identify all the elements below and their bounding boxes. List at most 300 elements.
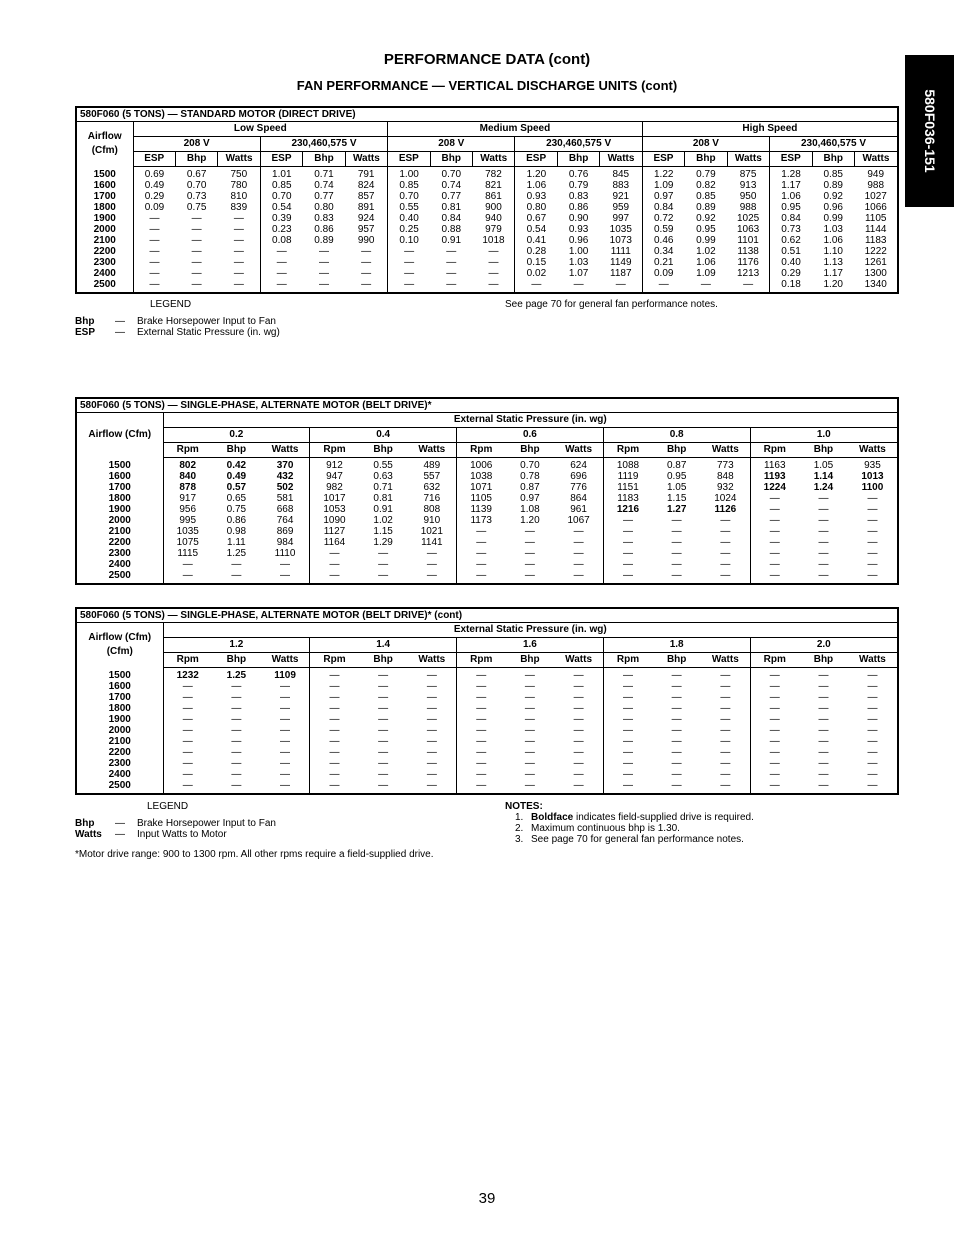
table-cell: 1021 bbox=[420, 526, 443, 537]
legend-abbr: Watts bbox=[75, 829, 102, 840]
table-cell: 696 bbox=[570, 471, 587, 482]
table-cell: 1075 bbox=[176, 537, 199, 548]
table-cell: — bbox=[524, 714, 535, 725]
table-cell: 997 bbox=[612, 213, 630, 224]
table-cell: — bbox=[750, 526, 799, 537]
table-cell: 0.09 bbox=[642, 268, 684, 279]
table-cell: — bbox=[515, 279, 557, 292]
table-cell: — bbox=[310, 692, 359, 703]
table-cell: 0.89 bbox=[696, 202, 716, 213]
table-cell: 1.27 bbox=[666, 504, 687, 515]
table-cell: 0.84 bbox=[441, 213, 462, 224]
airflow-cell: 2100 bbox=[77, 526, 163, 537]
table-cell: 1.09 bbox=[642, 180, 684, 191]
table-cell: — bbox=[818, 769, 829, 780]
airflow-cell: 2000 bbox=[77, 725, 163, 736]
table-cell: 1.25 bbox=[226, 548, 247, 559]
table-cell: 913 bbox=[739, 180, 757, 191]
table-cell: — bbox=[280, 747, 291, 758]
table-cell: — bbox=[603, 736, 652, 747]
table-cell: — bbox=[378, 747, 389, 758]
voltage-header: 230,460,575 V bbox=[515, 137, 642, 152]
column-header: Bhp bbox=[359, 443, 408, 458]
table-cell: — bbox=[603, 714, 652, 725]
table-cell: — bbox=[867, 725, 878, 736]
table-cell: 1.22 bbox=[642, 167, 684, 181]
table-cell: 624 bbox=[570, 460, 587, 471]
table-cell: 0.23 bbox=[260, 224, 302, 235]
table-cell: — bbox=[573, 703, 584, 714]
table-cell: — bbox=[750, 681, 799, 692]
airflow-cell: 1900 bbox=[77, 213, 133, 224]
column-header: Watts bbox=[218, 152, 260, 167]
table-cell: 988 bbox=[739, 202, 757, 213]
table-cell: — bbox=[671, 548, 682, 559]
table-cell: 1006 bbox=[457, 458, 506, 472]
table-cell: 0.67 bbox=[186, 169, 207, 180]
table-cell: 1.06 bbox=[770, 191, 812, 202]
table-cell: 0.95 bbox=[666, 471, 687, 482]
column-header: Bhp bbox=[812, 152, 854, 167]
table-cell: 1115 bbox=[177, 548, 199, 559]
table-cell: 1.00 bbox=[568, 246, 589, 257]
table-cell: 0.02 bbox=[515, 268, 557, 279]
airflow-cell: 1600 bbox=[77, 471, 163, 482]
legend bbox=[75, 316, 375, 338]
table-cell: 0.74 bbox=[441, 180, 462, 191]
table-cell: — bbox=[426, 714, 437, 725]
table-cell: — bbox=[310, 703, 359, 714]
fan-performance-table bbox=[77, 122, 897, 292]
table-cell: 581 bbox=[276, 493, 294, 504]
table-cell: — bbox=[818, 548, 829, 559]
table-cell: 0.85 bbox=[388, 180, 430, 191]
column-header: ESP bbox=[515, 152, 557, 167]
table-cell: — bbox=[457, 548, 506, 559]
table-cell: — bbox=[260, 246, 302, 257]
pressure-header: 0.4 bbox=[310, 428, 457, 443]
airflow-cell: 1500 bbox=[77, 668, 163, 682]
table-cell: — bbox=[310, 747, 359, 758]
table-cell: 808 bbox=[423, 504, 441, 515]
table-row bbox=[77, 191, 897, 202]
table-cell: — bbox=[573, 279, 584, 290]
table-cell: 959 bbox=[612, 202, 630, 213]
side-tab-label: 580F036-151 bbox=[921, 89, 938, 173]
table-caption: 580F060 (5 TONS) — SINGLE-PHASE, ALTERNATE MOTOR (BELT DRIVE)* (cont) bbox=[77, 609, 897, 623]
table-cell: — bbox=[231, 780, 242, 791]
column-header: Rpm bbox=[310, 443, 359, 458]
table-cell: — bbox=[457, 570, 506, 583]
table-cell: 502 bbox=[276, 482, 294, 493]
table-cell: 1066 bbox=[864, 202, 887, 213]
table-cell: 1017 bbox=[310, 493, 359, 504]
table-cell: — bbox=[603, 668, 652, 682]
table-cell: — bbox=[310, 570, 359, 583]
table-cell: — bbox=[378, 548, 389, 559]
table-cell: 1216 bbox=[603, 504, 652, 515]
table-cell: 1.00 bbox=[388, 167, 430, 181]
column-header: Bhp bbox=[685, 152, 727, 167]
column-header: Watts bbox=[854, 152, 897, 167]
table-cell: — bbox=[750, 703, 799, 714]
table-cell: — bbox=[524, 736, 535, 747]
note-body: indicates field-supplied drive is required. bbox=[573, 812, 754, 823]
table-cell: — bbox=[818, 725, 829, 736]
note-number: 1. bbox=[515, 812, 524, 823]
column-header: Rpm bbox=[163, 443, 212, 458]
table-row bbox=[77, 458, 897, 472]
table-cell: — bbox=[867, 504, 878, 515]
table-cell: — bbox=[426, 703, 437, 714]
table-cell: 0.70 bbox=[260, 191, 302, 202]
table-cell: 0.70 bbox=[520, 460, 540, 471]
table-cell: 1090 bbox=[310, 515, 359, 526]
table-cell: — bbox=[750, 668, 799, 682]
note-body: Maximum continuous bhp is 1.30. bbox=[531, 823, 680, 834]
table-cell: 782 bbox=[485, 169, 502, 180]
table-cell: — bbox=[182, 559, 193, 570]
table-cell: — bbox=[750, 747, 799, 758]
table-cell: — bbox=[182, 747, 193, 758]
table-cell: — bbox=[671, 681, 682, 692]
table-cell: — bbox=[750, 736, 799, 747]
belt-drive-table bbox=[75, 397, 899, 585]
table-cell: — bbox=[671, 515, 682, 526]
table-cell: — bbox=[867, 769, 878, 780]
table-cell: — bbox=[603, 725, 652, 736]
table-cell: — bbox=[149, 224, 160, 235]
table-cell: 0.99 bbox=[696, 235, 716, 246]
table-cell: 1025 bbox=[736, 213, 760, 224]
table-cell: — bbox=[524, 758, 535, 769]
table-cell: — bbox=[720, 736, 731, 747]
table-cell: — bbox=[233, 246, 244, 257]
pressure-header: 0.2 bbox=[163, 428, 310, 443]
table-cell: — bbox=[280, 758, 291, 769]
table-cell: — bbox=[750, 493, 799, 504]
table-cell: 1.05 bbox=[666, 482, 687, 493]
table-cell: — bbox=[231, 769, 242, 780]
table-cell: — bbox=[260, 279, 302, 292]
airflow-cell: 2200 bbox=[77, 537, 163, 548]
table-cell: — bbox=[573, 736, 584, 747]
table-cell: — bbox=[720, 537, 731, 548]
esp-header: External Static Pressure (in. wg) bbox=[163, 413, 897, 428]
airflow-cell: 1700 bbox=[77, 191, 133, 202]
table-cell: — bbox=[280, 736, 291, 747]
table-cell: — bbox=[573, 780, 584, 791]
table-cell: — bbox=[603, 769, 652, 780]
table-cell: 995 bbox=[179, 515, 197, 526]
column-header: Bhp bbox=[359, 653, 408, 668]
table-cell: 0.62 bbox=[770, 235, 812, 246]
table-cell: — bbox=[867, 714, 878, 725]
table-cell: — bbox=[457, 681, 506, 692]
table-cell: 0.81 bbox=[373, 493, 393, 504]
table-row bbox=[77, 725, 897, 736]
table-row bbox=[77, 570, 897, 583]
table-cell: — bbox=[280, 780, 291, 791]
table-cell: — bbox=[388, 246, 430, 257]
table-cell: — bbox=[488, 257, 499, 268]
table-cell: — bbox=[446, 279, 457, 290]
table-cell: — bbox=[378, 692, 389, 703]
table-cell: — bbox=[426, 769, 437, 780]
table-row bbox=[77, 279, 897, 292]
table-cell: 0.91 bbox=[441, 235, 462, 246]
pressure-header: 1.6 bbox=[457, 638, 604, 653]
legend-text: Brake Horsepower Input to Fan bbox=[137, 818, 276, 829]
table-cell: 0.71 bbox=[373, 482, 393, 493]
column-header: ESP bbox=[388, 152, 430, 167]
table-row bbox=[77, 202, 897, 213]
table-cell: — bbox=[182, 758, 193, 769]
table-cell: 0.82 bbox=[696, 180, 716, 191]
table-cell: 1.06 bbox=[823, 235, 843, 246]
column-header: Bhp bbox=[430, 152, 472, 167]
table-cell: — bbox=[524, 670, 535, 681]
table-cell: — bbox=[867, 736, 878, 747]
table-cell: — bbox=[231, 747, 242, 758]
table-cell: 912 bbox=[310, 458, 359, 472]
table-cell: 0.86 bbox=[568, 202, 589, 213]
note-item bbox=[515, 823, 895, 834]
table-cell: 0.70 bbox=[388, 191, 430, 202]
column-header: Rpm bbox=[457, 443, 506, 458]
table-cell: 1151 bbox=[603, 482, 652, 493]
table-cell: — bbox=[426, 548, 437, 559]
airflow-cell: 2300 bbox=[77, 758, 163, 769]
table-cell: 824 bbox=[357, 180, 375, 191]
table-cell: — bbox=[867, 692, 878, 703]
table-cell: — bbox=[191, 246, 202, 257]
table-cell: — bbox=[388, 279, 430, 292]
pressure-header: 2.0 bbox=[750, 638, 897, 653]
airflow-cell: 2400 bbox=[77, 268, 133, 279]
table-cell: 1027 bbox=[864, 191, 887, 202]
table-cell: 0.83 bbox=[568, 191, 589, 202]
pressure-header: 1.8 bbox=[603, 638, 750, 653]
table-cell: — bbox=[280, 725, 291, 736]
table-cell: — bbox=[149, 279, 160, 290]
table-caption: 580F060 (5 TONS) — STANDARD MOTOR (DIRECT DRIVE) bbox=[77, 108, 897, 122]
table-cell: — bbox=[750, 725, 799, 736]
table-cell: — bbox=[191, 268, 202, 279]
table-cell: — bbox=[818, 537, 829, 548]
table-cell: — bbox=[524, 703, 535, 714]
table-cell: — bbox=[573, 769, 584, 780]
table-cell: 1.24 bbox=[813, 482, 834, 493]
table-cell: — bbox=[457, 559, 506, 570]
table-cell: — bbox=[720, 769, 731, 780]
table-cell: — bbox=[720, 548, 731, 559]
table-cell: 716 bbox=[423, 493, 441, 504]
note-item bbox=[515, 834, 895, 845]
table-cell: 0.85 bbox=[696, 191, 716, 202]
pressure-header: 1.0 bbox=[750, 428, 897, 443]
table-cell: — bbox=[318, 268, 329, 279]
table-cell: 0.83 bbox=[314, 213, 334, 224]
table-cell: — bbox=[524, 537, 535, 548]
airflow-cell: 1800 bbox=[77, 493, 163, 504]
table-cell: 1.03 bbox=[823, 224, 843, 235]
table-cell: — bbox=[310, 559, 359, 570]
table-cell: 0.97 bbox=[520, 493, 540, 504]
table-cell: — bbox=[378, 670, 389, 681]
table-cell: — bbox=[750, 769, 799, 780]
table-cell: — bbox=[573, 548, 584, 559]
table-cell: 0.54 bbox=[515, 224, 557, 235]
table-cell: 0.39 bbox=[260, 213, 302, 224]
table-cell: — bbox=[524, 747, 535, 758]
table-cell: — bbox=[867, 780, 878, 791]
table-cell: — bbox=[867, 515, 878, 526]
table-cell: 956 bbox=[179, 504, 197, 515]
table-cell: 0.99 bbox=[823, 213, 843, 224]
table-cell: 0.29 bbox=[770, 268, 812, 279]
table-cell: — bbox=[867, 681, 878, 692]
table-cell: — bbox=[182, 681, 193, 692]
legend-title: LEGEND bbox=[150, 299, 192, 310]
table-cell: 0.46 bbox=[642, 235, 684, 246]
table-cell: — bbox=[818, 670, 829, 681]
table-cell: — bbox=[818, 681, 829, 692]
table-cell: 1018 bbox=[482, 235, 505, 246]
table-cell: 1101 bbox=[737, 235, 759, 246]
table-cell: — bbox=[310, 780, 359, 793]
voltage-header: 208 V bbox=[388, 137, 515, 152]
table-cell: 0.67 bbox=[515, 213, 557, 224]
table-cell: — bbox=[818, 692, 829, 703]
table-row bbox=[77, 769, 897, 780]
table-cell: — bbox=[750, 504, 799, 515]
table-cell: 557 bbox=[423, 471, 441, 482]
table-cell: 1109 bbox=[274, 670, 296, 681]
column-header: Watts bbox=[701, 653, 750, 668]
table-cell: 935 bbox=[864, 460, 881, 471]
column-header: Bhp bbox=[212, 653, 261, 668]
table-cell: 0.18 bbox=[770, 279, 812, 292]
table-cell: — bbox=[573, 725, 584, 736]
table-cell: 0.88 bbox=[441, 224, 462, 235]
airflow-cell: 1600 bbox=[77, 681, 163, 692]
table-cell: 1.20 bbox=[520, 515, 540, 526]
table-cell: — bbox=[280, 692, 291, 703]
table-cell: 0.71 bbox=[314, 169, 334, 180]
table-cell: — bbox=[867, 670, 878, 681]
table-cell: — bbox=[867, 747, 878, 758]
table-cell: — bbox=[524, 526, 535, 537]
airflow-cell: 1700 bbox=[77, 482, 163, 493]
table-cell: 821 bbox=[485, 180, 502, 191]
table-cell: 0.75 bbox=[186, 202, 207, 213]
table-cell: — bbox=[720, 559, 731, 570]
column-header: ESP bbox=[642, 152, 684, 167]
column-header: Rpm bbox=[163, 653, 212, 668]
table-cell: — bbox=[361, 257, 372, 268]
table-cell: 0.63 bbox=[373, 471, 393, 482]
table-cell: 0.89 bbox=[314, 235, 334, 246]
fan-performance-table bbox=[77, 623, 897, 793]
table-row bbox=[77, 692, 897, 703]
table-cell: 489 bbox=[423, 460, 441, 471]
side-tab bbox=[905, 55, 954, 207]
table-cell: 0.28 bbox=[515, 246, 557, 257]
column-header: Bhp bbox=[799, 443, 848, 458]
table-row bbox=[77, 537, 897, 548]
table-row bbox=[77, 780, 897, 793]
table-cell: — bbox=[750, 570, 799, 583]
table-cell: — bbox=[182, 725, 193, 736]
table-cell: — bbox=[361, 268, 372, 279]
column-header: Bhp bbox=[652, 653, 701, 668]
legend-dash: — bbox=[115, 327, 125, 338]
table-cell: — bbox=[310, 769, 359, 780]
table-cell: 0.75 bbox=[226, 504, 247, 515]
table-cell: — bbox=[750, 758, 799, 769]
table-cell: — bbox=[378, 758, 389, 769]
table-cell: 1035 bbox=[609, 224, 632, 235]
table-cell: 917 bbox=[179, 493, 197, 504]
legend-text: Brake Horsepower Input to Fan bbox=[137, 316, 276, 327]
column-header: Bhp bbox=[557, 152, 599, 167]
table-cell: 0.84 bbox=[770, 213, 812, 224]
table-cell: — bbox=[818, 570, 829, 581]
table-cell: — bbox=[603, 526, 652, 537]
table-caption: 580F060 (5 TONS) — SINGLE-PHASE, ALTERNATE MOTOR (BELT DRIVE)* bbox=[77, 399, 897, 413]
table-cell: 432 bbox=[276, 471, 294, 482]
table-cell: 0.81 bbox=[441, 202, 462, 213]
table-cell: 883 bbox=[612, 180, 630, 191]
table-cell: 370 bbox=[276, 460, 294, 471]
table-cell: — bbox=[457, 725, 506, 736]
table-cell: — bbox=[231, 692, 242, 703]
table-cell: — bbox=[426, 736, 437, 747]
table-cell: 1138 bbox=[737, 246, 759, 257]
table-cell: — bbox=[818, 493, 829, 504]
table-cell: — bbox=[318, 246, 329, 257]
table-cell: 0.77 bbox=[314, 191, 334, 202]
note-text bbox=[531, 823, 680, 834]
table-cell: 0.49 bbox=[144, 180, 165, 191]
table-cell: 1163 bbox=[750, 458, 799, 472]
table-cell: — bbox=[231, 681, 242, 692]
table-cell: 0.98 bbox=[226, 526, 247, 537]
column-header: Rpm bbox=[310, 653, 359, 668]
table-cell: 875 bbox=[739, 169, 757, 180]
table-row bbox=[77, 747, 897, 758]
column-header: Rpm bbox=[603, 443, 652, 458]
column-header: Bhp bbox=[652, 443, 701, 458]
table-cell: 1144 bbox=[864, 224, 887, 235]
table-cell: 990 bbox=[357, 235, 375, 246]
belt-drive-cont-table bbox=[75, 607, 899, 795]
table-cell: 1.06 bbox=[696, 257, 716, 268]
page-title: PERFORMANCE DATA (cont) bbox=[383, 51, 591, 68]
table-cell: 1.06 bbox=[515, 180, 557, 191]
legend-item bbox=[75, 818, 375, 829]
table-cell: — bbox=[867, 570, 878, 581]
airflow-cell: 1800 bbox=[77, 202, 133, 213]
table-cell: — bbox=[671, 692, 682, 703]
table-cell: — bbox=[573, 758, 584, 769]
table-row bbox=[77, 235, 897, 246]
airflow-cell: 1800 bbox=[77, 703, 163, 714]
table-row bbox=[77, 268, 897, 279]
table-cell: — bbox=[426, 570, 437, 581]
table-cell: 750 bbox=[230, 169, 248, 180]
